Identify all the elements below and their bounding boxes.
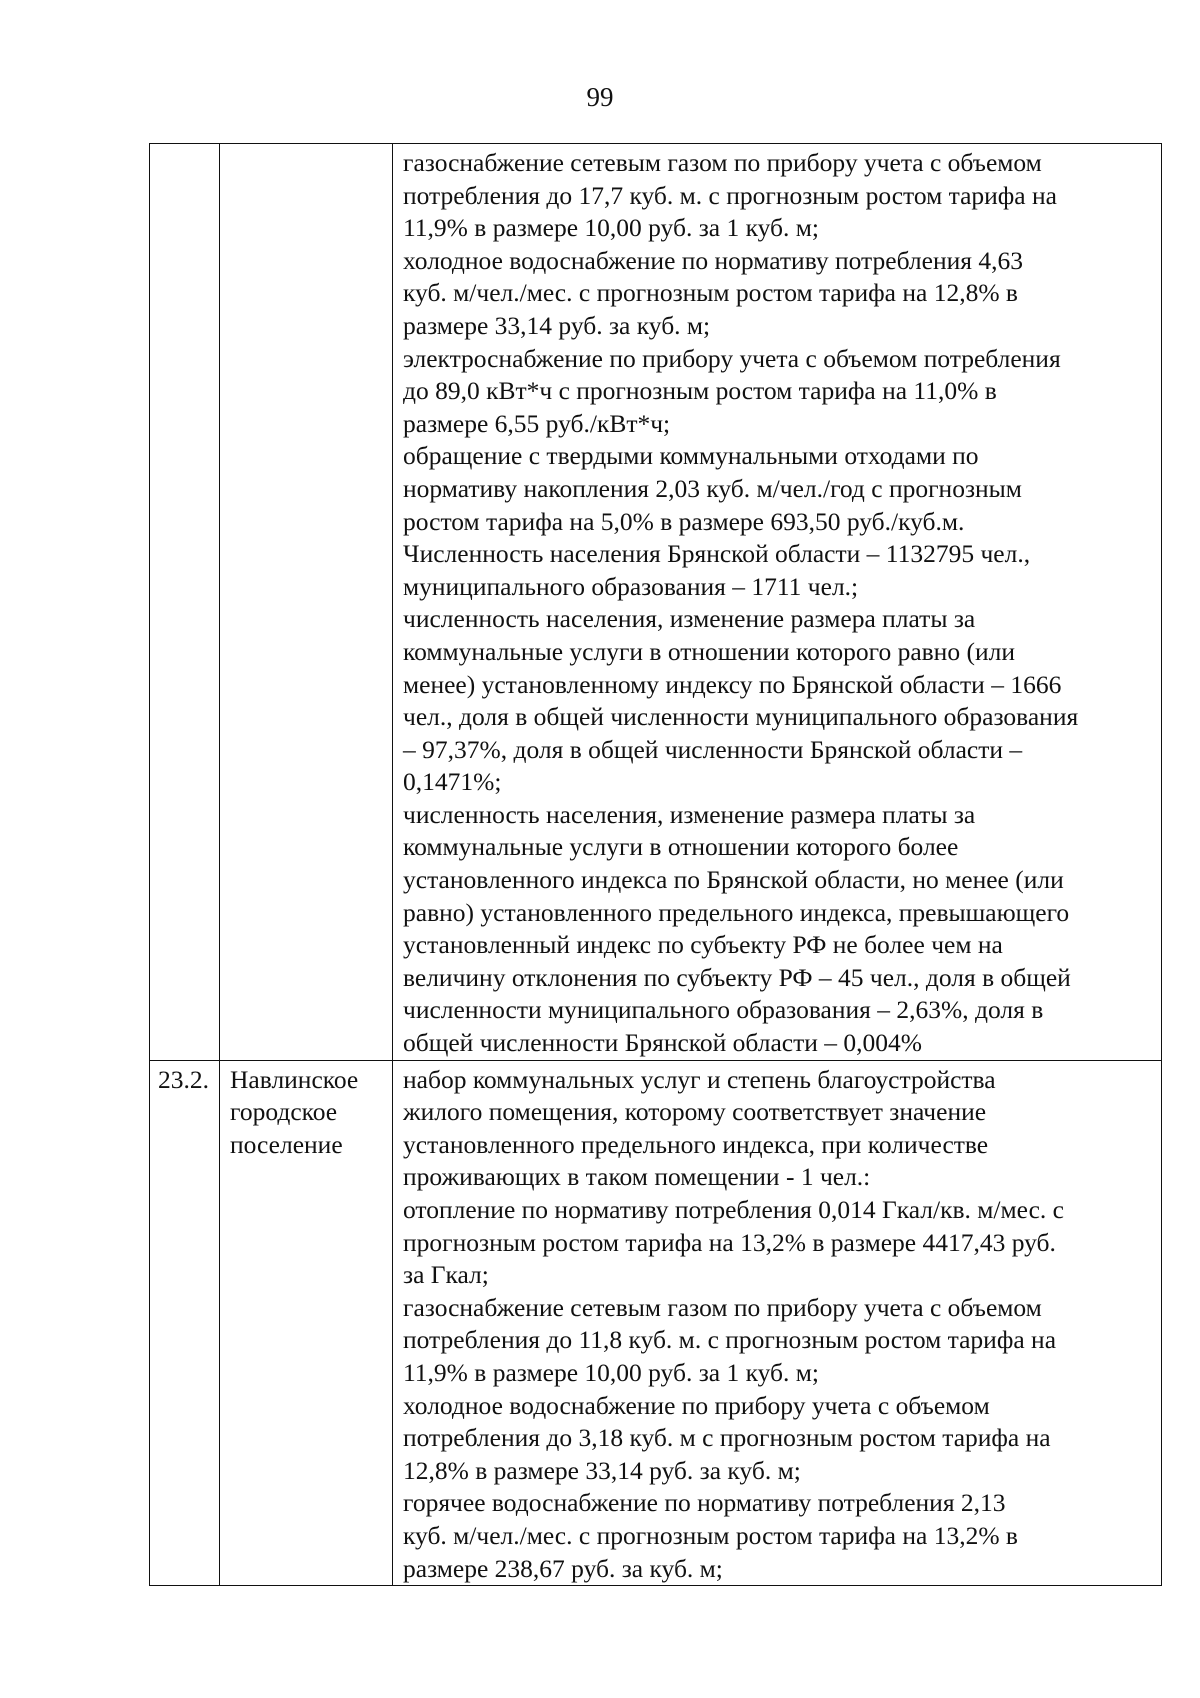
description-paragraph	[403, 1487, 1153, 1585]
text-line: установленного индекса по Брянской области, но менее (или	[403, 865, 1064, 895]
text-line: куб. м/чел./мес. с прогнозным ростом тарифа на 12,8% в	[403, 278, 1018, 308]
text-line: отопление по нормативу потребления 0,014 Гкал/кв. м/мес. с	[403, 1195, 1064, 1224]
row-number-cell	[150, 144, 220, 1061]
text-line: размере 238,67 руб. за куб. м;	[403, 1553, 723, 1583]
table-row	[150, 144, 1162, 1061]
text-line: величину отклонения по субъекту РФ – 45 чел., доля в общей	[403, 962, 1071, 992]
description-paragraph	[403, 1064, 1153, 1194]
text-line: 11,9% в размере 10,00 руб. за 1 куб. м;	[403, 213, 819, 243]
text-line: размере 33,14 руб. за куб. м;	[403, 310, 711, 340]
text-line: коммунальные услуги в отношении которого равно (или	[403, 636, 1015, 666]
text-line: численность населения, изменение размера платы за	[403, 604, 976, 634]
description-paragraph	[403, 1292, 1153, 1390]
municipality-cell	[220, 1060, 393, 1586]
text-line: размере 6,55 руб./кВт*ч;	[403, 408, 671, 438]
page-number: 99	[586, 82, 614, 112]
tariff-table	[149, 143, 1162, 1586]
text-line: чел., доля в общей численности муниципального образования	[403, 702, 1079, 732]
text-line: набор коммунальных услуг и степень благоустройства	[403, 1064, 996, 1094]
description-paragraph	[403, 1390, 1153, 1488]
description-paragraph	[403, 343, 1153, 441]
text-line: численности муниципального образования – 2,63%, доля в	[403, 995, 1044, 1025]
text-line: потребления до 11,8 куб. м. с прогнозным ростом тарифа на	[403, 1325, 1057, 1355]
text-line: равно) установленного предельного индекса, превышающего	[403, 897, 1070, 927]
municipality-line: поселение	[230, 1129, 343, 1159]
text-line: установленного предельного индекса, при количестве	[403, 1129, 989, 1159]
text-line: холодное водоснабжение по прибору учета с объемом	[403, 1390, 990, 1420]
text-line: прогнозным ростом тарифа на 13,2% в размере 4417,43 руб.	[403, 1227, 1056, 1257]
text-line: – 97,37%, доля в общей численности Брянской области –	[403, 734, 1023, 764]
text-line: газоснабжение сетевым газом по прибору учета с объемом	[403, 1292, 1042, 1322]
text-line: жилого помещения, которому соответствует значение	[403, 1097, 987, 1127]
text-line: муниципального образования – 1711 чел.;	[403, 571, 859, 601]
text-line: менее) установленному индексу по Брянской области – 1666	[403, 669, 1062, 699]
municipality-line: городское	[230, 1097, 338, 1127]
text-line: 12,8% в размере 33,14 руб. за куб. м;	[403, 1455, 801, 1485]
text-line: коммунальные услуги в отношении которого более	[403, 832, 959, 862]
description-paragraph	[403, 538, 1153, 603]
text-line: установленный индекс по субъекту РФ не более чем на	[403, 930, 1003, 960]
table-row	[150, 1060, 1162, 1586]
municipality-cell	[220, 144, 393, 1061]
municipality-line: Навлинское	[230, 1064, 359, 1094]
text-line: нормативу накопления 2,03 куб. м/чел./год с прогнозным	[403, 473, 1022, 503]
text-line: до 89,0 кВт*ч с прогнозным ростом тарифа на 11,0% в	[403, 376, 997, 406]
text-line: потребления до 3,18 куб. м с прогнозным ростом тарифа на	[403, 1423, 1051, 1453]
description-paragraph	[403, 440, 1153, 538]
text-line: потребления до 17,7 куб. м. с прогнозным ростом тарифа на	[403, 180, 1057, 210]
text-line: горячее водоснабжение по нормативу потребления 2,13	[403, 1488, 1006, 1518]
description-cell	[393, 144, 1162, 1061]
text-line: численность населения, изменение размера платы за	[403, 799, 976, 829]
description-paragraph	[403, 603, 1153, 799]
text-line: за Гкал;	[403, 1260, 489, 1290]
text-line: куб. м/чел./мес. с прогнозным ростом тарифа на 13,2% в	[403, 1520, 1018, 1550]
text-line: электроснабжение по прибору учета с объемом потребления	[403, 343, 1061, 373]
description-paragraph	[403, 1194, 1153, 1292]
text-line: общей численности Брянской области – 0,004%	[403, 1028, 923, 1058]
text-line: 11,9% в размере 10,00 руб. за 1 куб. м;	[403, 1357, 819, 1387]
description-paragraph	[403, 799, 1153, 1060]
description-paragraph	[403, 147, 1153, 245]
text-line: холодное водоснабжение по нормативу потребления 4,63	[403, 245, 1023, 275]
text-line: проживающих в таком помещении - 1 чел.:	[403, 1162, 871, 1192]
text-line: Численность населения Брянской области – 1132795 чел.,	[403, 539, 1031, 569]
description-cell	[393, 1060, 1162, 1586]
text-line: газоснабжение сетевым газом по прибору учета с объемом	[403, 148, 1042, 177]
description-paragraph	[403, 245, 1153, 343]
row-number-cell: 23.2.	[150, 1060, 220, 1586]
text-line: обращение с твердыми коммунальными отходами по	[403, 441, 979, 471]
text-line: ростом тарифа на 5,0% в размере 693,50 руб./куб.м.	[403, 506, 965, 536]
text-line: 0,1471%;	[403, 767, 502, 797]
